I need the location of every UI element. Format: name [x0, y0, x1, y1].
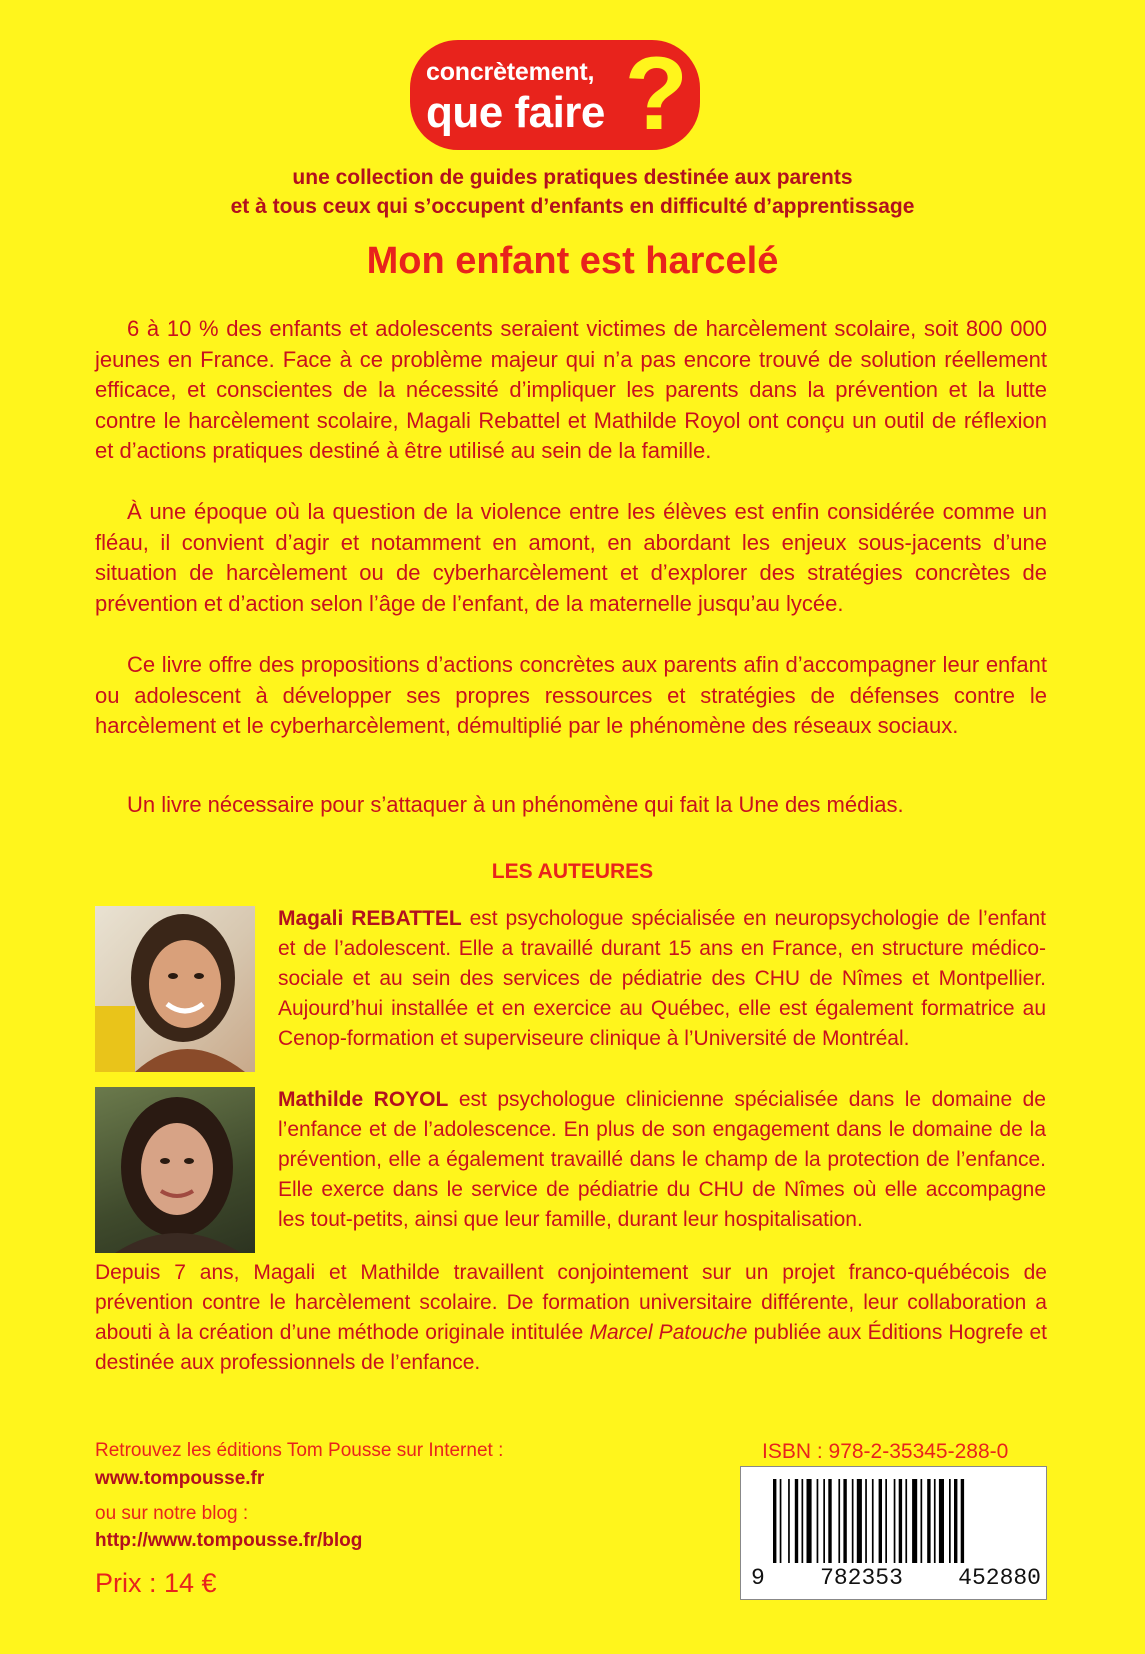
barcode [740, 1466, 1047, 1600]
blog-link[interactable]: http://www.tompousse.fr/blog [95, 1530, 363, 1551]
barcode-digits-right: 452880 [958, 1565, 1041, 1591]
author-bio-mathilde [278, 1085, 1046, 1235]
blog-label: ou sur notre blog : [95, 1503, 249, 1524]
website-label: Retrouvez les éditions Tom Pousse sur Internet : [95, 1440, 504, 1461]
author-name-mathilde: Mathilde ROYOL [278, 1088, 449, 1111]
joint-text-before: Depuis 7 ans, Magali et Mathilde travaillent conjointement sur un projet franco-québécois de prévention contre le harcèlement scolaire. De formation universitaire différente, leur collaboration a abouti à la création d’une méthode originale intitulée [95, 1261, 1047, 1344]
summary-paragraph-4: Un livre nécessaire pour s’attaquer à un phénomène qui fait la Une des médias. [127, 792, 904, 817]
website-link[interactable]: www.tompousse.fr [95, 1468, 265, 1489]
summary-paragraph-3: Ce livre offre des propositions d’actions concrètes aux parents afin d’accompagner leur enfant ou adolescent à développer ses propres ressources et stratégies de défenses contre le harcèlement et le cyberharcèlement, démultiplié par le phénomène des réseaux sociaux. [95, 652, 1047, 738]
book-title: Mon enfant est harcelé [366, 240, 779, 282]
authors-heading: LES AUTEURES [491, 860, 654, 883]
method-title: Marcel Patouche [589, 1321, 748, 1344]
author-photo-mathilde [95, 1087, 255, 1253]
joint-project-paragraph [95, 1258, 1047, 1378]
logo-question-mark: ? [624, 36, 688, 152]
logo-line-1: concrètement, [426, 58, 595, 86]
collection-tagline-2: et à tous ceux qui s’occupent d’enfants en difficulté d’apprentissage [230, 195, 915, 218]
logo-line-2: que faire [426, 88, 605, 137]
author-bio-text-mathilde: est psychologue clinicienne spécialisée dans le domaine de l’enfance et de l’adolescence. En plus de son engagement dans le domaine de la prévention, elle a également travaillé dans le champ de la protection de l’enfance. Elle exerce dans le service de pédiatrie du CHU de Nîmes où elle accompagne les tout-petits, ainsi que leur famille, durant leur hospitalisation. [278, 1088, 1046, 1231]
barcode-digit-first: 9 [751, 1565, 765, 1591]
barcode-digits-left: 782353 [820, 1565, 903, 1591]
author-bio-magali [278, 904, 1046, 1054]
joint-text-after: publiée aux Éditions Hogrefe et destinée aux professionnels de l’enfance. [95, 1321, 1047, 1374]
barcode-bars [773, 1479, 1013, 1563]
price: Prix : 14 € [95, 1568, 217, 1598]
isbn: ISBN : 978-2-35345-288-0 [762, 1440, 1009, 1463]
author-photo-magali [95, 906, 255, 1072]
summary-paragraph-1: 6 à 10 % des enfants et adolescents seraient victimes de harcèlement scolaire, soit 800 000 jeunes en France. Face à ce problème majeur qui n’a pas encore trouvé de solution réellement efficace, et conscientes de la nécessité d’impliquer les parents dans la prévention et la lutte contre le harcèlement scolaire, Magali Rebattel et Mathilde Royol ont conçu un outil de réflexion et d’actions pratiques destiné à être utilisé au sein de la famille. [95, 316, 1047, 463]
barcode-digits [751, 1565, 1041, 1591]
author-name-magali: Magali REBATTEL [278, 907, 462, 930]
collection-tagline-1: une collection de guides pratiques destinée aux parents [292, 166, 853, 189]
collection-logo [410, 36, 700, 152]
summary-paragraph-2: À une époque où la question de la violence entre les élèves est enfin considérée comme un fléau, il convient d’agir et notamment en amont, en abordant les enjeux sous-jacents d’une situation de harcèlement ou de cyberharcèlement et d’explorer des stratégies concrètes de prévention et d’action selon l’âge de l’enfant, de la maternelle jusqu’au lycée. [95, 499, 1047, 616]
author-bio-text-magali: est psychologue spécialisée en neuropsychologie de l’enfant et de l’adolescent. Elle a travaillé durant 15 ans en France, en structure médico-sociale et au sein des services de pédiatrie des CHU de Nîmes et Montpellier. Aujourd’hui installée et en exercice au Québec, elle est également formatrice au Cenop-formation et superviseure clinique à l’Université de Montréal. [278, 907, 1046, 1050]
